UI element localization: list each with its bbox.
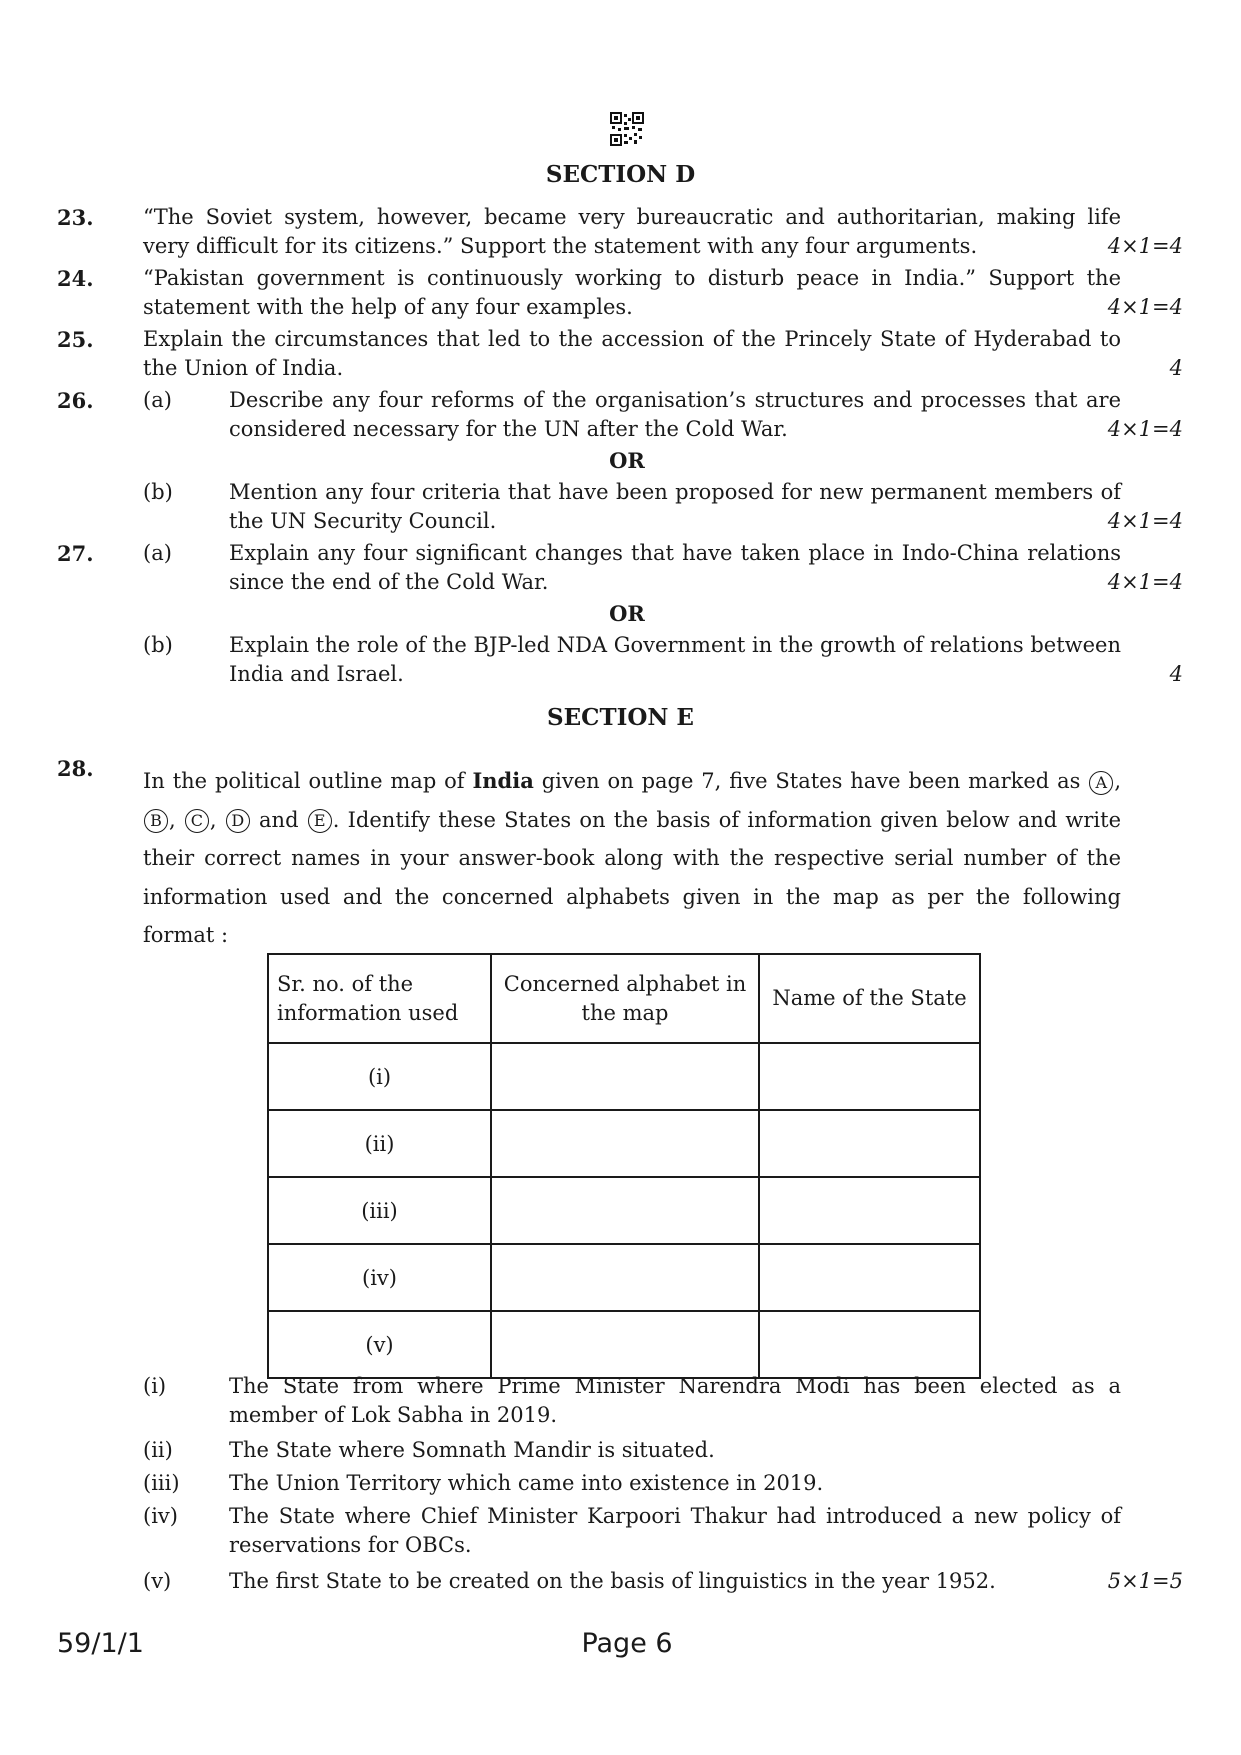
empty-cell <box>759 1043 980 1110</box>
empty-cell <box>491 1110 759 1177</box>
letter-b-circled: B <box>144 809 168 833</box>
letter-d-circled: D <box>226 809 250 833</box>
info-text-ii: The State where Somnath Mandir is situated. <box>229 1438 715 1462</box>
question-number-27: 27. <box>57 541 94 566</box>
question-26a-text: Describe any four reforms of the organisation’s structures and processes that are considered necessary for the UN after the Cold War. <box>229 388 1121 441</box>
info-label-i: (i) <box>143 1374 167 1398</box>
empty-cell <box>491 1311 759 1378</box>
question-25-text: Explain the circumstances that led to the accession of the Princely State of Hyderabad to the Union of India. <box>143 327 1121 380</box>
question-27a-marks: 4×1=4 <box>1107 570 1183 594</box>
table-row <box>268 1043 980 1110</box>
table-row <box>268 1311 980 1378</box>
info-label-v: (v) <box>143 1569 172 1593</box>
info-text-v: The first State to be created on the basis of linguistics in the year 1952. <box>229 1569 996 1593</box>
info-text-iv: The State where Chief Minister Karpoori Thakur had introduced a new policy of reservations for OBCs. <box>229 1504 1121 1557</box>
question-23-text: “The Soviet system, however, became very bureaucratic and authoritarian, making life very difficult for its citizens.” Support the statement with any four arguments. <box>143 205 1121 258</box>
page-number: Page 6 <box>581 1628 673 1659</box>
answer-format-table <box>267 953 981 1379</box>
letter-a-circled: A <box>1089 771 1113 795</box>
question-27a-text: Explain any four significant changes that have taken place in Indo-China relations since the end of the Cold War. <box>229 541 1121 594</box>
table-header-row <box>268 954 980 1043</box>
qr-code <box>610 112 644 146</box>
empty-cell <box>759 1311 980 1378</box>
header-sr-no: Sr. no. of the information used <box>268 954 491 1043</box>
table-row <box>268 1110 980 1177</box>
header-state-name: Name of the State <box>759 954 980 1043</box>
question-number-23: 23. <box>57 205 94 230</box>
letter-e-circled: E <box>308 809 332 833</box>
info-text-iii: The Union Territory which came into existence in 2019. <box>229 1471 824 1495</box>
question-26a-label: (a) <box>143 388 172 412</box>
question-26b-text: Mention any four criteria that have been proposed for new permanent members of the UN Security Council. <box>229 480 1121 533</box>
info-label-ii: (ii) <box>143 1438 173 1462</box>
question-28-marks: 5×1=5 <box>1107 1569 1183 1593</box>
question-26a-marks: 4×1=4 <box>1107 417 1183 441</box>
question-27a-label: (a) <box>143 541 172 565</box>
row-serial: (iii) <box>268 1177 491 1244</box>
question-28-text: In the political outline map of India given on page 7, five States have been marked as A , B , C , D and E . Identify these States on the basis of information given below and write their correct names in your answer-book along with the respective serial number of the information used and the concerned alphabets given in the map as per the following format : <box>143 768 1121 947</box>
empty-cell <box>491 1244 759 1311</box>
india-bold: India <box>472 768 534 793</box>
question-24-text: “Pakistan government is continuously working to disturb peace in India.” Support the statement with the help of any four examples. <box>143 266 1121 319</box>
question-number-25: 25. <box>57 327 94 352</box>
empty-cell <box>759 1244 980 1311</box>
row-serial: (iv) <box>268 1244 491 1311</box>
question-27b-marks: 4 <box>1169 662 1183 686</box>
row-serial: (i) <box>268 1043 491 1110</box>
question-number-26: 26. <box>57 388 94 413</box>
row-serial: (v) <box>268 1311 491 1378</box>
question-27-or: OR <box>609 601 645 626</box>
section-e-title: SECTION E <box>547 704 694 731</box>
question-26b-marks: 4×1=4 <box>1107 509 1183 533</box>
info-text-i: The State from where Prime Minister Narendra Modi has been elected as a member of Lok Sabha in 2019. <box>229 1374 1121 1427</box>
question-27b-label: (b) <box>143 633 173 657</box>
info-label-iv: (iv) <box>143 1504 178 1528</box>
empty-cell <box>491 1177 759 1244</box>
info-label-iii: (iii) <box>143 1471 180 1495</box>
question-24-marks: 4×1=4 <box>1107 295 1183 319</box>
question-23-marks: 4×1=4 <box>1107 234 1183 258</box>
letter-c-circled: C <box>185 809 209 833</box>
paper-code: 59/1/1 <box>57 1628 144 1659</box>
section-d-title: SECTION D <box>545 161 696 188</box>
table-row <box>268 1244 980 1311</box>
header-alphabet: Concerned alphabet in the map <box>491 954 759 1043</box>
empty-cell <box>759 1177 980 1244</box>
table-row <box>268 1177 980 1244</box>
question-25-marks: 4 <box>1169 356 1183 380</box>
empty-cell <box>759 1110 980 1177</box>
question-26b-label: (b) <box>143 480 173 504</box>
row-serial: (ii) <box>268 1110 491 1177</box>
question-number-24: 24. <box>57 266 94 291</box>
question-number-28: 28. <box>57 756 94 781</box>
question-27b-text: Explain the role of the BJP-led NDA Government in the growth of relations between India and Israel. <box>229 633 1121 686</box>
question-26-or: OR <box>609 448 645 473</box>
empty-cell <box>491 1043 759 1110</box>
